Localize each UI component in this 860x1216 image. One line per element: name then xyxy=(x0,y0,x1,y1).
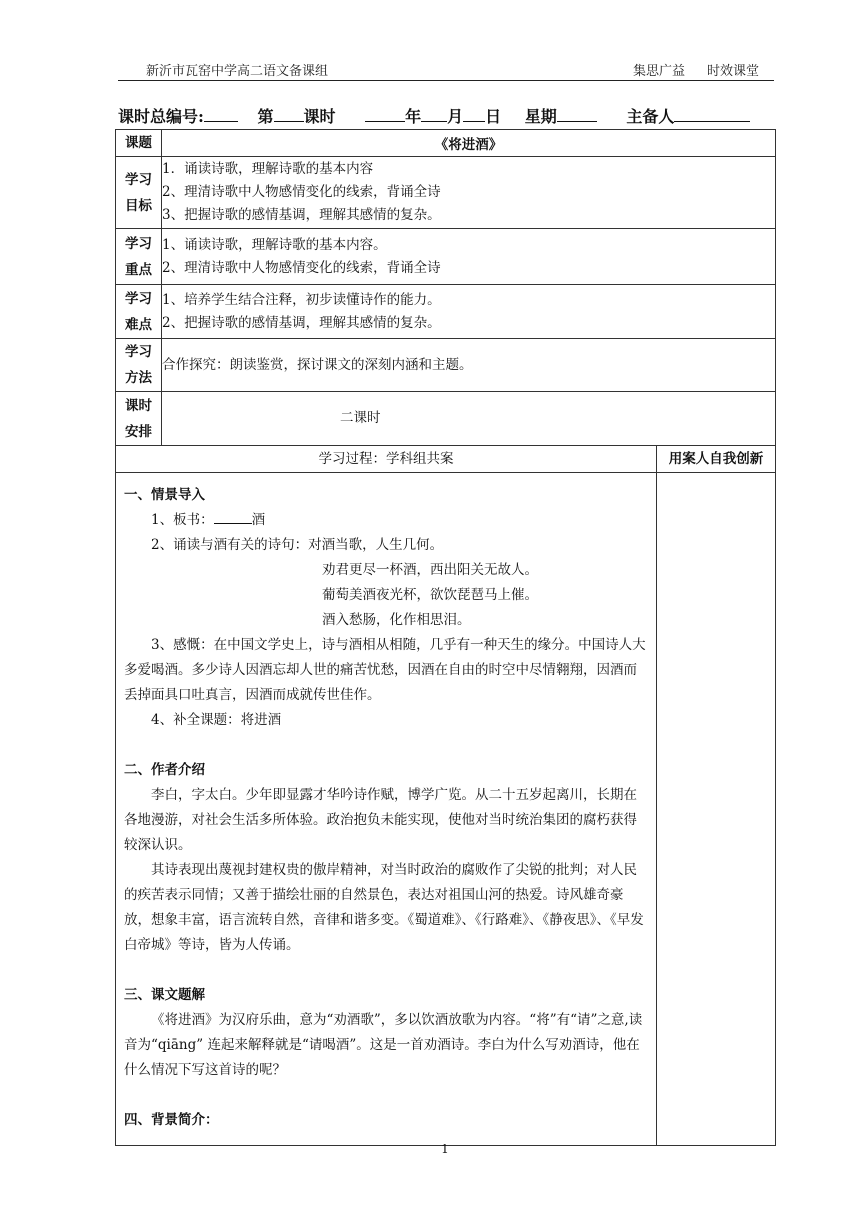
weekday-blank xyxy=(557,105,597,122)
weekday-label: 星期 xyxy=(524,107,557,126)
goals-label: 学习 目标 xyxy=(116,157,162,229)
row-process-body xyxy=(116,473,776,1146)
row-key-points xyxy=(116,229,776,285)
difficulty-label: 学习 难点 xyxy=(116,285,162,339)
blackboard-blank xyxy=(214,510,252,524)
section-title: 四、背景简介： xyxy=(124,1112,219,1128)
difficulty-item: 2、把握诗歌的感情基调，理解其感情的复杂。 xyxy=(162,314,441,331)
preparer-label: 主备人 xyxy=(626,107,675,126)
lesson-plan-table xyxy=(115,129,776,1146)
page-number: 1 xyxy=(441,1142,449,1156)
poem-line: 劝君更尽一杯酒，西出阳关无故人。 xyxy=(322,562,538,578)
lesson-number-blank xyxy=(274,105,304,122)
header-motto-2: 时效课堂 xyxy=(707,64,760,79)
key-label: 学习 重点 xyxy=(116,229,162,285)
header-school: 新沂市瓦窑中学高二语文备课组 xyxy=(146,64,329,79)
total-number-label: 课时总编号: xyxy=(118,107,204,126)
header-rule xyxy=(118,80,774,81)
section-title: 三、课文题解 xyxy=(124,987,205,1003)
month-label: 月 xyxy=(447,107,464,126)
day-blank xyxy=(463,105,485,122)
intro-item-reflection: 3、感慨：在中国文学史上，诗与酒相从相随，几乎有一种天生的缘分。中国诗人大多爱喝酒。多少诗人因酒忘却人世的痛苦忧愁，因酒在自由的时空中尽情翱翔，因酒而丢掉面具口吐真言，因酒而成就传世佳作。 xyxy=(124,637,646,703)
poem-line: 葡萄美酒夜光杯，欲饮琵琶马上催。 xyxy=(322,587,538,603)
row-method xyxy=(116,339,776,392)
row-difficulties xyxy=(116,285,776,339)
innovation-column[interactable] xyxy=(657,473,776,1146)
method-label: 学习 方法 xyxy=(116,339,162,392)
author-paragraph: 其诗表现出蔑视封建权贵的傲岸精神，对当时政治的腐败作了尖锐的批判；对人民的疾苦表示同情；又善于描绘壮丽的自然景色，表达对祖国山河的热爱。诗风雄奇豪放，想象丰富，语言流转自然，音律和谐多变。《蜀道难》、《行路难》、《静夜思》、《早发白帝城》等诗，皆为人传诵。 xyxy=(124,862,644,953)
goal-item: 3、把握诗歌的感情基调，理解其感情的复杂。 xyxy=(162,207,441,223)
preparer-blank xyxy=(674,105,750,122)
row-schedule xyxy=(116,392,776,446)
goal-item: 1．诵读诗歌，理解诗歌的基本内容 xyxy=(162,161,374,177)
title-explanation-paragraph: 《将进酒》为汉府乐曲，意为“劝酒歌”，多以饮酒放歌为内容。“将”有“请”之意,读音为“qiāng” 连起来解释就是“请喝酒”。这是一首劝酒诗。李白为什么写劝酒诗，他在什么情况下写这首诗的呢？ xyxy=(124,1012,643,1078)
year-label: 年 xyxy=(405,107,422,126)
key-content xyxy=(162,229,776,285)
row-goals xyxy=(116,157,776,229)
difficulty-content xyxy=(162,285,776,339)
total-number-blank xyxy=(204,105,238,122)
process-content xyxy=(116,473,657,1146)
author-paragraph: 李白，字太白。少年即显露才华吟诗作赋，博学广览。从二十五岁起离川，长期在各地漫游，对社会生活多所体验。政治抱负未能实现，使他对当时统治集团的腐朽获得较深认识。 xyxy=(124,787,637,853)
schedule-content: 二课时 xyxy=(162,392,776,446)
topic-label: 课题 xyxy=(116,130,162,157)
section-title: 二、作者介绍 xyxy=(124,762,205,778)
goals-content xyxy=(162,157,776,229)
goal-item: 2、理清诗歌中人物感情变化的线索，背诵全诗 xyxy=(162,184,441,200)
lesson-info-line xyxy=(118,104,774,127)
month-blank xyxy=(421,105,447,122)
difficulty-item: 1、培养学生结合注释，初步读懂诗作的能力。 xyxy=(162,291,441,308)
row-process-header xyxy=(116,446,776,473)
process-header: 学习过程：学科组共案 xyxy=(116,446,657,473)
row-topic xyxy=(116,130,776,157)
header-motto-1: 集思广益 xyxy=(633,64,686,79)
keshi-label: 课时 xyxy=(303,107,336,126)
intro-item-blackboard: 1、板书： 酒 xyxy=(151,512,266,528)
section-title: 一、情景导入 xyxy=(124,487,205,503)
intro-item-poems: 2、诵读与酒有关的诗句：对酒当歌，人生几何。 xyxy=(151,537,444,553)
method-content: 合作探究：朗读鉴赏，探讨课文的深刻内涵和主题。 xyxy=(162,339,776,392)
topic-value: 《将进酒》 xyxy=(162,130,776,157)
innovation-header: 用案人自我创新 xyxy=(657,446,776,473)
day-label: 日 xyxy=(485,107,502,126)
key-item: 1、诵读诗歌，理解诗歌的基本内容。 xyxy=(162,236,387,253)
year-blank xyxy=(365,105,405,122)
di-label: 第 xyxy=(257,107,274,126)
key-item: 2、理清诗歌中人物感情变化的线索，背诵全诗 xyxy=(162,259,441,276)
schedule-label: 课时 安排 xyxy=(116,392,162,446)
poem-line: 酒入愁肠，化作相思泪。 xyxy=(322,612,471,628)
intro-item-title: 4、补全课题：将进酒 xyxy=(151,712,282,728)
